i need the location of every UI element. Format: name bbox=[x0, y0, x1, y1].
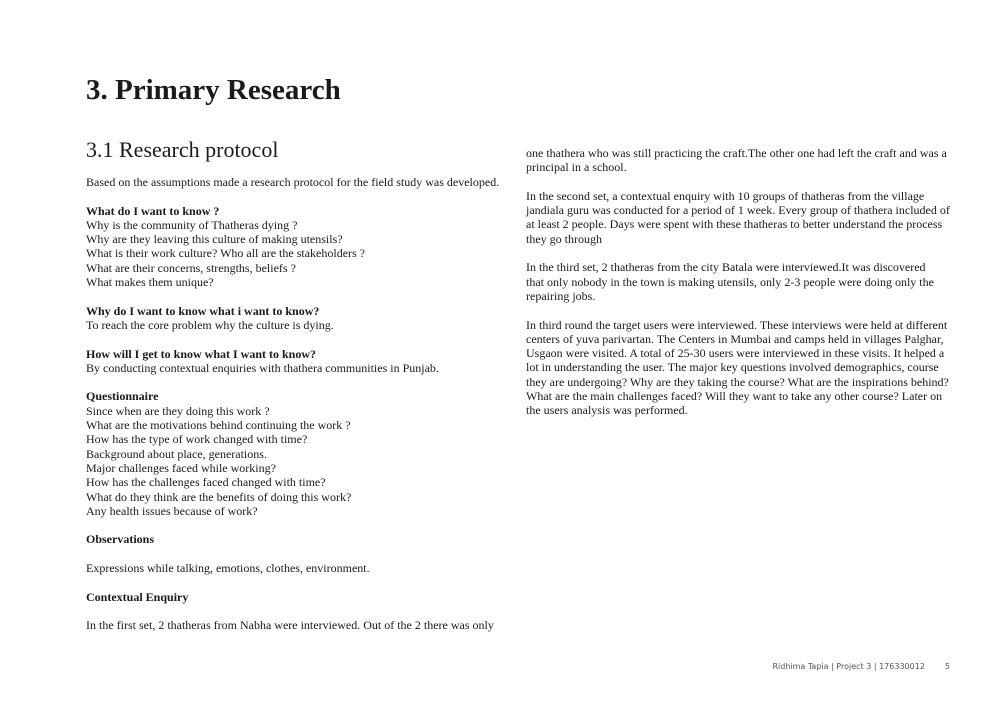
question-line: How has the challenges faced changed with time? bbox=[86, 475, 326, 490]
what-line: What is their work culture? Who all are the stakeholders ? bbox=[86, 246, 366, 261]
paragraph-1 bbox=[526, 146, 956, 175]
question-line: What do they think are the benefits of doing this work? bbox=[86, 489, 352, 504]
paragraph-line: jandiala guru was conducted for a period of 1 week. Every group of thathera included of bbox=[526, 203, 950, 218]
why-text: To reach the core problem why the culture is dying. bbox=[86, 317, 334, 332]
paragraph-line: In third round the target users were interviewed. These interviews were held at different bbox=[526, 317, 948, 332]
question-line: What are the motivations behind continuing the work ? bbox=[86, 418, 351, 433]
what-line: What makes them unique? bbox=[86, 275, 214, 290]
paragraph-line: one thathera who was still practicing the craft.The other one had left the craft and was a bbox=[526, 146, 947, 160]
left-column bbox=[86, 175, 506, 633]
paragraph-line: that only nobody in the town is making utensils, only 2-3 people were doing only the bbox=[526, 274, 934, 289]
paragraph-line: they go through bbox=[526, 231, 602, 246]
page-number: 5 bbox=[944, 662, 950, 671]
what-line: What are their concerns, strengths, beliefs ? bbox=[86, 260, 296, 275]
question-line: Major challenges faced while working? bbox=[86, 460, 276, 475]
paragraph-line: lot in understanding the user. The major key questions involved demographics, course bbox=[526, 360, 939, 375]
right-column bbox=[526, 146, 956, 432]
footer-credit: Ridhima Tapia | Project 3 | 176330012 bbox=[772, 662, 925, 671]
section-title: 3.1 Research protocol bbox=[86, 137, 279, 162]
contextual-text: In the first set, 2 thatheras from Nabha were interviewed. Out of the 2 there was only bbox=[86, 618, 494, 633]
what-line: Why is the community of Thatheras dying ? bbox=[86, 217, 298, 232]
page-title: 3. Primary Research bbox=[86, 74, 341, 106]
paragraph-line: In the second set, a contextual enquiry with 10 groups of thatheras from the village bbox=[526, 188, 925, 203]
paragraph-line: the users analysis was performed. bbox=[526, 403, 688, 418]
questionnaire-heading: Questionnaire bbox=[86, 389, 159, 404]
how-text: By conducting contextual enquiries with thathera communities in Punjab. bbox=[86, 360, 439, 375]
observations-heading: Observations bbox=[86, 532, 155, 547]
what-line: Why are they leaving this culture of making utensils? bbox=[86, 232, 343, 247]
question-line: Since when are they doing this work ? bbox=[86, 403, 270, 418]
paragraph-4 bbox=[526, 318, 956, 418]
question-line: Background about place, generations. bbox=[86, 446, 267, 461]
paragraph-line: principal in a school. bbox=[526, 160, 627, 175]
paragraph-line: In the third set, 2 thatheras from the city Batala were interviewed.It was discovered bbox=[526, 260, 926, 275]
paragraph-line: What are the main challenges faced? Will they want to take any other course? Later on bbox=[526, 389, 943, 404]
question-line: How has the type of work changed with time? bbox=[86, 432, 308, 447]
paragraph-line: they are undergoing? Why are they taking the course? What are the inspirations behind? bbox=[526, 374, 949, 389]
paragraph-line: repairing jobs. bbox=[526, 288, 596, 303]
paragraph-line: at least 2 people. Days were spent with these thatheras to better understand the process bbox=[526, 217, 943, 232]
page-footer bbox=[772, 662, 950, 671]
question-line: Any health issues because of work? bbox=[86, 503, 258, 518]
paragraph-3 bbox=[526, 260, 956, 303]
paragraph-2 bbox=[526, 189, 956, 246]
why-heading: Why do I want to know what i want to know? bbox=[86, 303, 320, 318]
observations-text: Expressions while talking, emotions, clothes, environment. bbox=[86, 561, 370, 576]
paragraph-line: Usgaon were visited. A total of 25-30 users were interviewed in these visits. It helped a bbox=[526, 346, 945, 361]
contextual-heading: Contextual Enquiry bbox=[86, 589, 189, 604]
what-heading: What do I want to know ? bbox=[86, 203, 220, 218]
intro-text: Based on the assumptions made a research protocol for the field study was developed. bbox=[86, 175, 500, 189]
how-heading: How will I get to know what I want to know? bbox=[86, 346, 317, 361]
paragraph-line: centers of yuva parivartan. The Centers in Mumbai and camps held in villages Palghar, bbox=[526, 331, 944, 346]
